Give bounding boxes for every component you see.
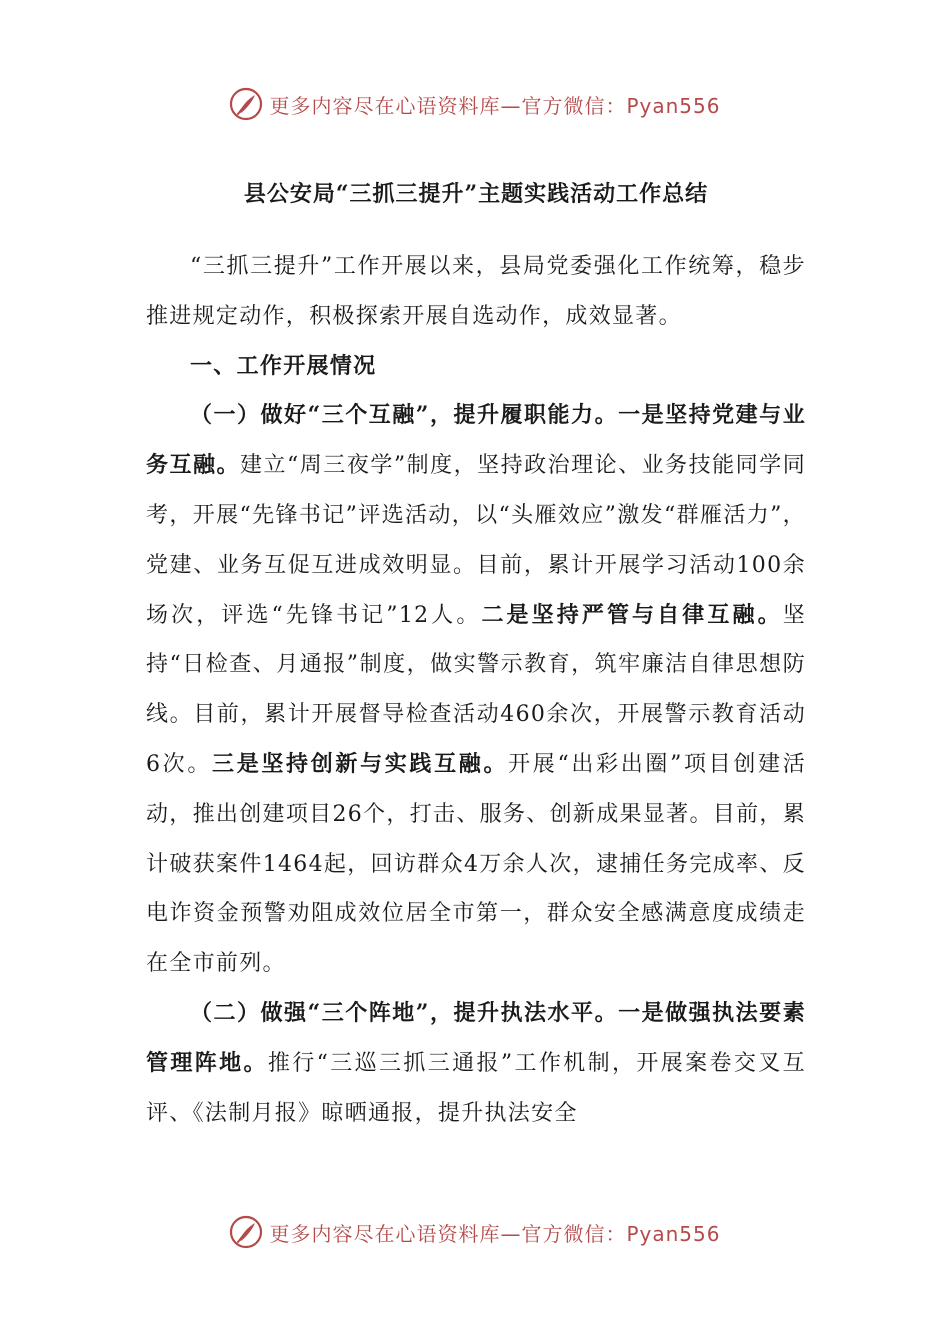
quill-pen-logo-icon (229, 1215, 263, 1249)
paragraph-text: 建立“周三夜学”制度，坚持政治理论、业务技能同学同考，开展“先锋书记”评选活动，以“头雁效应”激发“群雁活力”，党建、业务互促互进成效明显。目前，累计开展学习活动100余场次，评选“先锋书记”12人。 (146, 453, 806, 628)
quill-pen-logo-icon (229, 87, 263, 121)
banner-text: 更多内容尽在心语资料库—官方微信：Pyan556 (269, 93, 721, 118)
section-heading: 一、工作开展情况 (190, 352, 377, 379)
footer-banner (0, 1212, 950, 1252)
paragraph-text: 坚持“日检查、月通报”制度，做实警示教育，筑牢廉洁自律思想防线。目前，累计开展督导检查活动460余次，开展警示教育活动6次。 (146, 602, 806, 777)
bold-lead: （一）做好“三个互融”，提升履职能力。一是坚持党建与业务互融。 (146, 402, 806, 479)
paragraph-three-positions (146, 989, 806, 1138)
document-body (146, 170, 806, 1138)
header-banner (0, 84, 950, 124)
paragraph-three-integrations (146, 391, 806, 989)
paragraph-text: 推行“三巡三抓三通报”工作机制，开展案卷交叉互评、《法制月报》晾晒通报，提升执法安全 (146, 1050, 806, 1126)
paragraph-text: 开展“出彩出圈”项目创建活动，推出创建项目26个，打击、服务、创新成果显著。目前，累计破获案件1464起，回访群众4万余人次，逮捕任务完成率、反电诈资金预警劝阻成效位居全市第一，群众安全感满意度成绩走在全市前列。 (146, 751, 806, 977)
intro-paragraph: “三抓三提升”工作开展以来，县局党委强化工作统筹，稳步推进规定动作，积极探索开展自选动作，成效显著。 (146, 254, 806, 329)
bold-subpoint: 三是坚持创新与实践互融。 (212, 750, 509, 777)
bold-lead: （二）做强“三个阵地”，提升执法水平。一是做强执法要素管理阵地。 (146, 999, 806, 1076)
document-title: 县公安局“三抓三提升”主题实践活动工作总结 (243, 181, 709, 207)
banner-text: 更多内容尽在心语资料库—官方微信：Pyan556 (269, 1221, 721, 1246)
bold-subpoint: 二是坚持严管与自律互融。 (481, 601, 783, 628)
